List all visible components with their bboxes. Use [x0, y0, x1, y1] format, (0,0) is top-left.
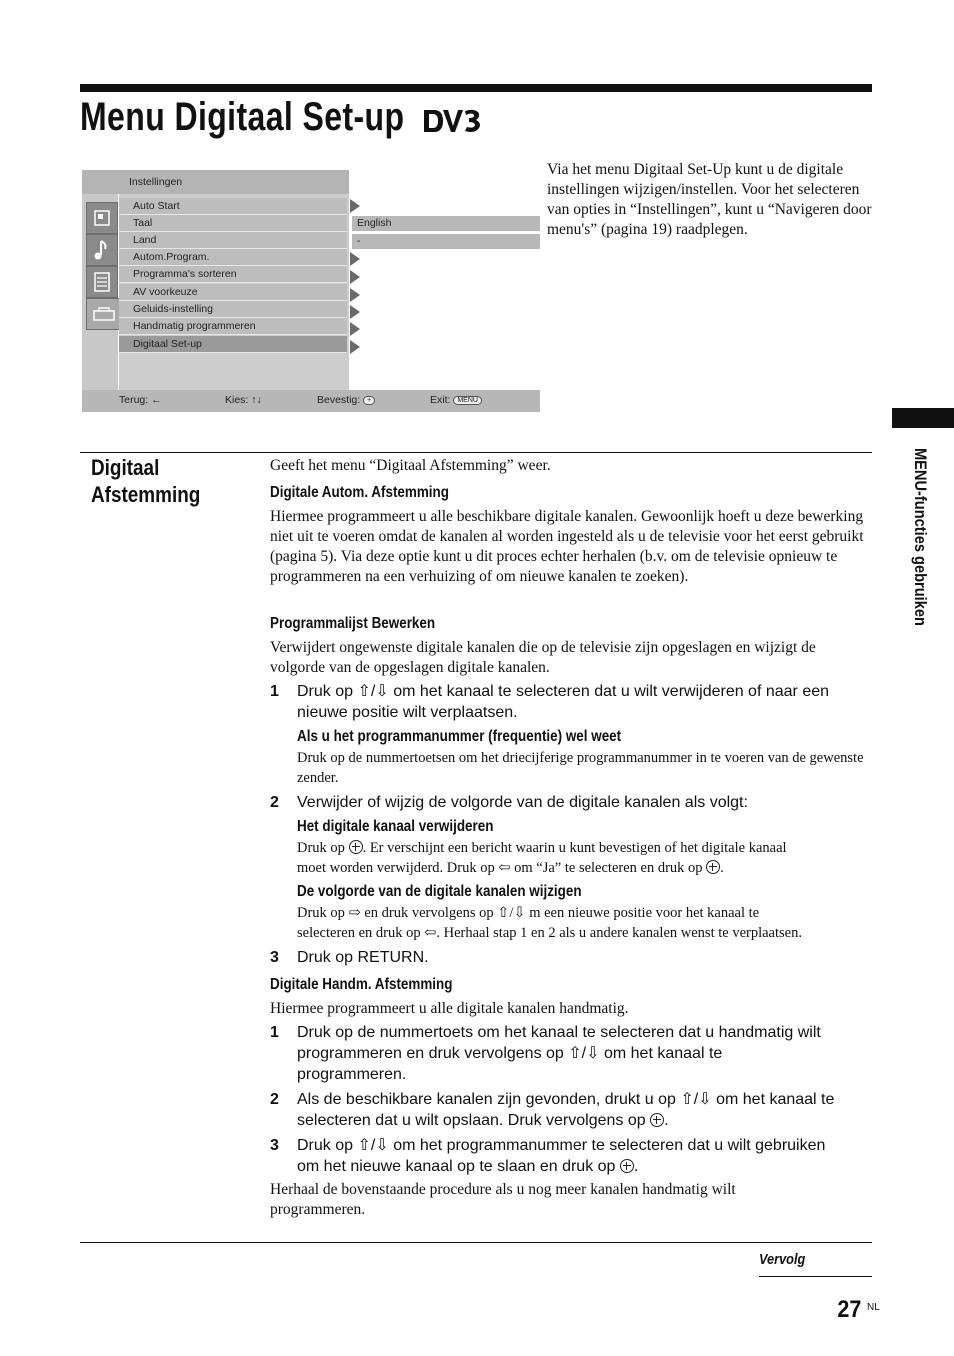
ok-circle-icon: [620, 1159, 634, 1173]
ok-circle-icon: [650, 1113, 664, 1127]
step-text: Druk op de nummertoets om het kanaal te selecteren dat u handmatig wilt programmeren en druk vervolgens op ⇧/⇩ om het kanaal te programmeren.: [297, 1024, 821, 1083]
side-tab-marker: [892, 408, 954, 428]
menu-item-taal[interactable]: Taal: [119, 215, 347, 232]
up-arrow-icon: ⇧: [568, 1045, 582, 1062]
arrow-right-icon: [350, 322, 360, 336]
down-arrow-icon: ⇩: [586, 1045, 600, 1062]
left-arrow-icon: ⇦: [498, 860, 511, 876]
right-arrow-icon: ⇨: [348, 905, 361, 921]
side-tab-label: MENU-functies gebruiken: [911, 448, 930, 626]
section-lead: Geeft het menu “Digitaal Afstemming” weer.: [270, 457, 551, 474]
back-arrow-icon: ←: [151, 394, 162, 406]
handm-text: Hiermee programmeert u alle digitale kanalen handmatig.: [270, 1000, 629, 1017]
menu-value-taal: English: [352, 216, 540, 231]
arrow-right-icon: [350, 305, 360, 319]
page-title: Menu Digitaal Set-up: [80, 95, 405, 139]
down-arrow-icon: ⇩: [698, 1091, 712, 1108]
lijst-text: Verwijdert ongewenste digitale kanalen die op de televisie zijn opgeslagen en wijzigt de volgorde van de opgeslagen digitale kanalen.: [270, 639, 816, 676]
menu-item-handmatig-programmeren[interactable]: Handmatig programmeren: [119, 318, 347, 335]
subheading-lijst: Programmalijst Bewerken: [270, 615, 436, 632]
menu-item-geluids-instelling[interactable]: Geluids-instelling: [119, 301, 347, 318]
section-rule: [80, 452, 872, 453]
up-arrow-icon: ⇧: [357, 1137, 371, 1154]
menu-item-auto-start[interactable]: Auto Start: [119, 198, 347, 215]
menu-list: [119, 194, 349, 390]
menu-screenshot: [82, 168, 540, 412]
step-text: Druk op RETURN.: [297, 949, 429, 966]
arrow-right-icon: [350, 199, 360, 213]
sound-icon: [86, 234, 118, 266]
step-text: Als de beschikbare kanalen zijn gevonden, drukt u op ⇧/⇩ om het kanaal te selecteren dat u wilt opslaan. Druk vervolgens op .: [297, 1091, 835, 1129]
continued-rule: [759, 1276, 872, 1277]
subheading-handm: Digitale Handm. Afstemming: [270, 976, 453, 993]
note-text: Druk op . Er verschijnt een bericht waarin u kunt bevestigen of het digitale kanaal moet worden verwijderd. Druk op ⇦ om “Ja” te selecteren en druk op .: [297, 840, 787, 876]
subheading-autom: Digitale Autom. Afstemming: [270, 484, 449, 501]
up-arrow-icon: ⇧: [357, 683, 371, 700]
arrow-right-icon: [350, 288, 360, 302]
menu-item-autom-program[interactable]: Autom.Program.: [119, 249, 347, 266]
handm-outro: Herhaal de bovenstaande procedure als u nog meer kanalen handmatig wilt programmeren.: [270, 1181, 736, 1218]
up-arrow-icon: ⇧: [680, 1091, 694, 1108]
step-number: 2: [270, 1091, 279, 1108]
footer-confirm: Bevestig: +: [317, 394, 375, 406]
step-text: Druk op ⇧/⇩ om het kanaal te selecteren dat u wilt verwijderen of naar een nieuwe positie wilt verplaatsen.: [297, 683, 830, 721]
intro-text: Via het menu Digitaal Set-Up kunt u de digitale instellingen wijzigen/instellen. Voor het selecteren van opties in “Instellingen”, kunt u “Navigeren door menu's” (pagina 19) raadplegen.: [547, 161, 872, 238]
left-arrow-icon: ⇦: [424, 925, 437, 941]
note-text: Druk op de nummertoetsen om het driecijferige programmanummer in te voeren van de gewenste zender.: [297, 750, 864, 786]
ok-circle-icon: [349, 840, 363, 854]
footer-exit: Exit: MENU: [430, 394, 482, 406]
menu-footer: [82, 390, 540, 412]
menu-item-digitaal-setup[interactable]: Digitaal Set-up: [119, 336, 347, 353]
top-rule: [80, 84, 872, 92]
note-title: De volgorde van de digitale kanalen wijzigen: [297, 883, 582, 900]
note-text: Druk op ⇨ en druk vervolgens op ⇧/⇩ m een nieuwe positie voor het kanaal te selecteren en druk op ⇦. Herhaal stap 1 en 2 als u andere kanalen wenst te verplaatsen.: [297, 905, 802, 941]
bottom-rule: [80, 1242, 872, 1243]
down-arrow-icon: ⇩: [375, 683, 389, 700]
toolbox-icon: [86, 298, 122, 330]
list-icon: [86, 266, 118, 298]
note-title: Het digitale kanaal verwijderen: [297, 818, 494, 835]
note-title: Als u het programmanummer (frequentie) wel weet: [297, 728, 622, 745]
menu-header: Instellingen: [82, 170, 349, 194]
autom-text: Hiermee programmeert u alle beschikbare digitale kanalen. Gewoonlijk hoeft u deze bewerking niet uit te voeren omdat de kanalen al worden ingesteld als u de televisie voor het eerst gebruikt (pagina 5). Via deze optie kunt u dit proces echter herhalen (b.v. om de televisie opnieuw te programmeren na een verhuizing of om nieuwe kanalen te zoeken).: [270, 508, 864, 585]
arrow-right-icon: [350, 340, 360, 354]
menu-item-programma-sorteren[interactable]: Programma's sorteren: [119, 266, 347, 283]
dvb-logo-icon: [421, 108, 483, 134]
footer-back: Terug: ←: [119, 394, 162, 406]
step-text: Druk op ⇧/⇩ om het programmanummer te selecteren dat u wilt gebruiken om het nieuwe kanaal op te slaan en druk op .: [297, 1137, 826, 1175]
section-heading: Digitaal Afstemming: [91, 455, 201, 507]
up-down-arrow-icon: ↑↓: [251, 394, 262, 406]
menu-item-land[interactable]: Land: [119, 232, 347, 249]
step-number: 2: [270, 794, 279, 811]
step-number: 1: [270, 1024, 279, 1041]
page-number: 27: [837, 1296, 862, 1323]
continued-label: Vervolg: [759, 1251, 806, 1268]
menu-key: MENU: [453, 396, 482, 405]
menu-value-land: -: [352, 234, 540, 249]
menu-icon-column: [82, 194, 118, 390]
ok-key-icon: +: [363, 396, 375, 405]
page-language: NL: [867, 1302, 880, 1313]
step-number: 3: [270, 949, 279, 966]
down-arrow-icon: ⇩: [513, 905, 526, 921]
step-number: 3: [270, 1137, 279, 1154]
picture-icon: [86, 202, 118, 234]
down-arrow-icon: ⇩: [375, 1137, 389, 1154]
arrow-right-icon: [350, 252, 360, 266]
ok-circle-icon: [706, 860, 720, 874]
footer-select: Kies: ↑↓: [225, 394, 262, 406]
up-arrow-icon: ⇧: [497, 905, 510, 921]
arrow-right-icon: [350, 270, 360, 284]
step-text: Verwijder of wijzig de volgorde van de digitale kanalen als volgt:: [297, 794, 748, 811]
menu-item-av-voorkeuze[interactable]: AV voorkeuze: [119, 284, 347, 301]
step-number: 1: [270, 683, 279, 700]
